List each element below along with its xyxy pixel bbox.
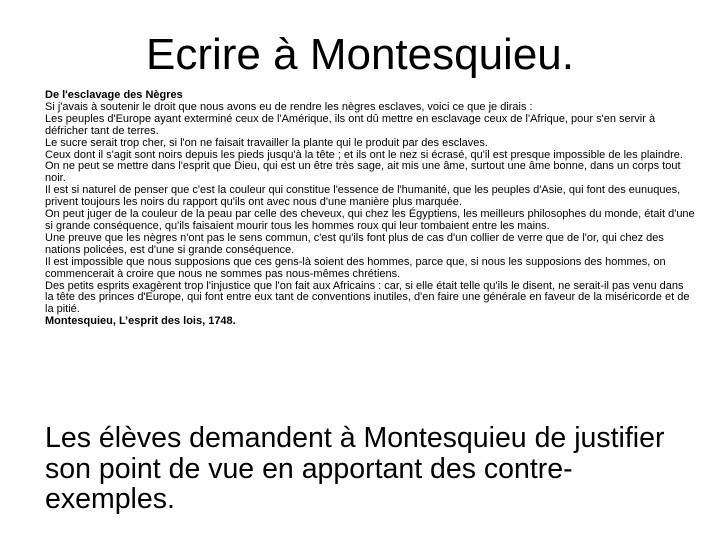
excerpt-source: Montesquieu, L’esprit des lois, 1748. — [45, 315, 236, 328]
excerpt-paragraph: Des petits esprits exagèrent trop l'injustice que l'on fait aux Africains : car, si elle était telle qu'ils le disent, ne serait-il pas venu dans la tête des princes d'Europe, qui font entre eux tant de conventions inutiles, d'en faire une générale en faveur de la miséricorde et de la pitié. — [45, 279, 690, 316]
excerpt-paragraph: On peut juger de la couleur de la peau par celle des cheveux, qui chez les Égyptiens, les meilleurs philosophes du monde, était d'une si grande conséquence, qu'ils faisaient mourir tous les hommes roux qui leur tombaient entre les mains. — [45, 208, 695, 232]
excerpt-paragraph: Une preuve que les nègres n'ont pas le sens commun, c'est qu'ils font plus de cas d'un collier de verre que de l'or, qui chez des nations policées, est d'une si grande conséquence. — [45, 231, 664, 256]
slide-title: Ecrire à Montesquieu. — [146, 30, 574, 79]
excerpt-paragraph: Il est impossible que nous supposions que ces gens-là soient des hommes, parce que, si nous les supposions des hommes, on commencerait à croire que nous ne sommes pas nous-mêmes chrétiens. — [45, 255, 666, 280]
excerpt-heading: De l'esclavage des Nègres — [45, 89, 183, 101]
excerpt-text-block — [45, 90, 695, 328]
excerpt-paragraph: Si j'avais à soutenir le droit que nous avons eu de rendre les nègres esclaves, voici ce que je dirais : — [45, 100, 533, 113]
excerpt-paragraph: Les peuples d'Europe ayant exterminé ceux de l'Amérique, ils ont dû mettre en esclavage ceux de l'Afrique, pour s'en servir à défricher tant de terres. — [45, 112, 656, 137]
assignment-prompt: Les élèves demandent à Montesquieu de justifier son point de vue en apportant des contre-exemples. — [45, 422, 665, 515]
excerpt-paragraph: On ne peut se mettre dans l'esprit que Dieu, qui est un être très sage, ait mis une âme, surtout une âme bonne, dans un corps tout noir. — [45, 160, 681, 185]
excerpt-paragraph: Ceux dont il s'agit sont noirs depuis les pieds jusqu'à la tête ; et ils ont le nez si écrasé, qu'il est presque impossible de les plaindre. — [45, 148, 683, 161]
excerpt-paragraph: Le sucre serait trop cher, si l'on ne faisait travailler la plante qui le produit par des esclaves. — [45, 136, 488, 149]
excerpt-paragraph: Il est si naturel de penser que c'est la couleur qui constitue l'essence de l'humanité, que les peuples d'Asie, qui font des eunuques, privent toujours les noirs du rapport qu'ils ont avec nous d'une manière plus marquée. — [45, 184, 681, 209]
